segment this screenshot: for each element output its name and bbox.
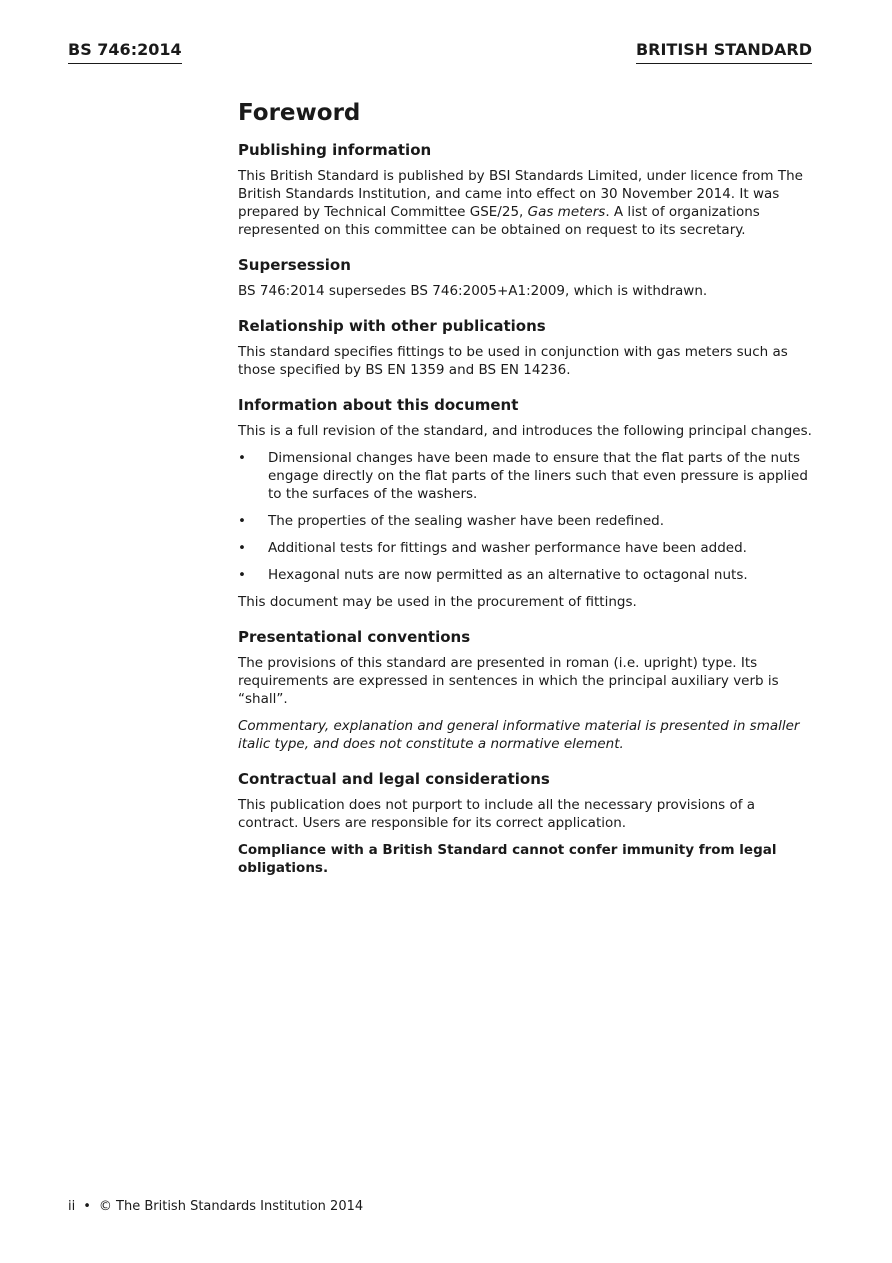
bullet-icon: •: [238, 513, 246, 529]
bullet-icon: •: [238, 540, 246, 556]
list-item: [238, 449, 818, 503]
header-series: BRITISH STANDARD: [636, 40, 812, 64]
footer-separator: •: [83, 1199, 91, 1214]
section-legal: [238, 769, 818, 877]
publishing-heading: Publishing information: [238, 141, 432, 159]
page-number: ii: [68, 1199, 76, 1214]
copyright-notice: © The British Standards Institution 2014: [98, 1199, 364, 1214]
list-item-text: Additional tests for fittings and washer performance have been added.: [268, 540, 747, 556]
conventions-heading: Presentational conventions: [238, 628, 471, 646]
relationship-heading: Relationship with other publications: [238, 317, 546, 335]
supersession-text: BS 746:2014 supersedes BS 746:2005+A1:2009, which is withdrawn.: [238, 283, 708, 299]
list-item-text: Hexagonal nuts are now permitted as an alternative to octagonal nuts.: [268, 567, 748, 583]
foreword-content: [238, 98, 818, 893]
legal-compliance: Compliance with a British Standard cannot confer immunity from legal obligations.: [238, 842, 777, 876]
header-doc-id: BS 746:2014: [68, 40, 182, 64]
legal-heading: Contractual and legal considerations: [238, 770, 550, 788]
legal-text: This publication does not purport to include all the necessary provisions of a contract. Users are responsible for its correct application.: [238, 797, 756, 831]
information-intro: This is a full revision of the standard, and introduces the following principal changes.: [238, 423, 812, 439]
committee-name: Gas meters: [527, 204, 606, 220]
changes-list: [238, 449, 818, 584]
list-item: [238, 539, 818, 557]
relationship-text: This standard specifies fittings to be used in conjunction with gas meters such as those specified by BS EN 1359 and BS EN 14236.: [238, 344, 788, 378]
page-title: Foreword: [238, 100, 361, 126]
information-heading: Information about this document: [238, 396, 519, 414]
page-footer: [68, 1198, 363, 1216]
section-supersession: [238, 255, 818, 300]
bullet-icon: •: [238, 450, 246, 466]
section-conventions: [238, 627, 818, 753]
supersession-heading: Supersession: [238, 256, 351, 274]
list-item-text: The properties of the sealing washer have been redefined.: [268, 513, 665, 529]
bullet-icon: •: [238, 567, 246, 583]
information-outro: This document may be used in the procurement of fittings.: [238, 594, 637, 610]
section-information: [238, 395, 818, 611]
publishing-text: [238, 167, 818, 239]
publishing-text-after: . A list of organizations represented on this committee can be obtained on request to its secretary.: [238, 204, 760, 238]
list-item: [238, 566, 818, 584]
publishing-text-before: This British Standard is published by BSI Standards Limited, under licence from The British Standards Institution, and came into effect on 30 November 2014. It was prepared by Technical Committee GSE/25,: [238, 168, 803, 220]
section-publishing: [238, 140, 818, 239]
list-item: [238, 512, 818, 530]
conventions-text: The provisions of this standard are presented in roman (i.e. upright) type. Its requirements are expressed in sentences in which the principal auxiliary verb is “shall”.: [238, 655, 779, 707]
conventions-commentary: Commentary, explanation and general informative material is presented in smaller italic type, and does not constitute a normative element.: [238, 718, 800, 752]
section-relationship: [238, 316, 818, 379]
list-item-text: Dimensional changes have been made to ensure that the flat parts of the nuts engage directly on the flat parts of the liners such that even pressure is applied to the surfaces of the washers.: [268, 450, 808, 502]
